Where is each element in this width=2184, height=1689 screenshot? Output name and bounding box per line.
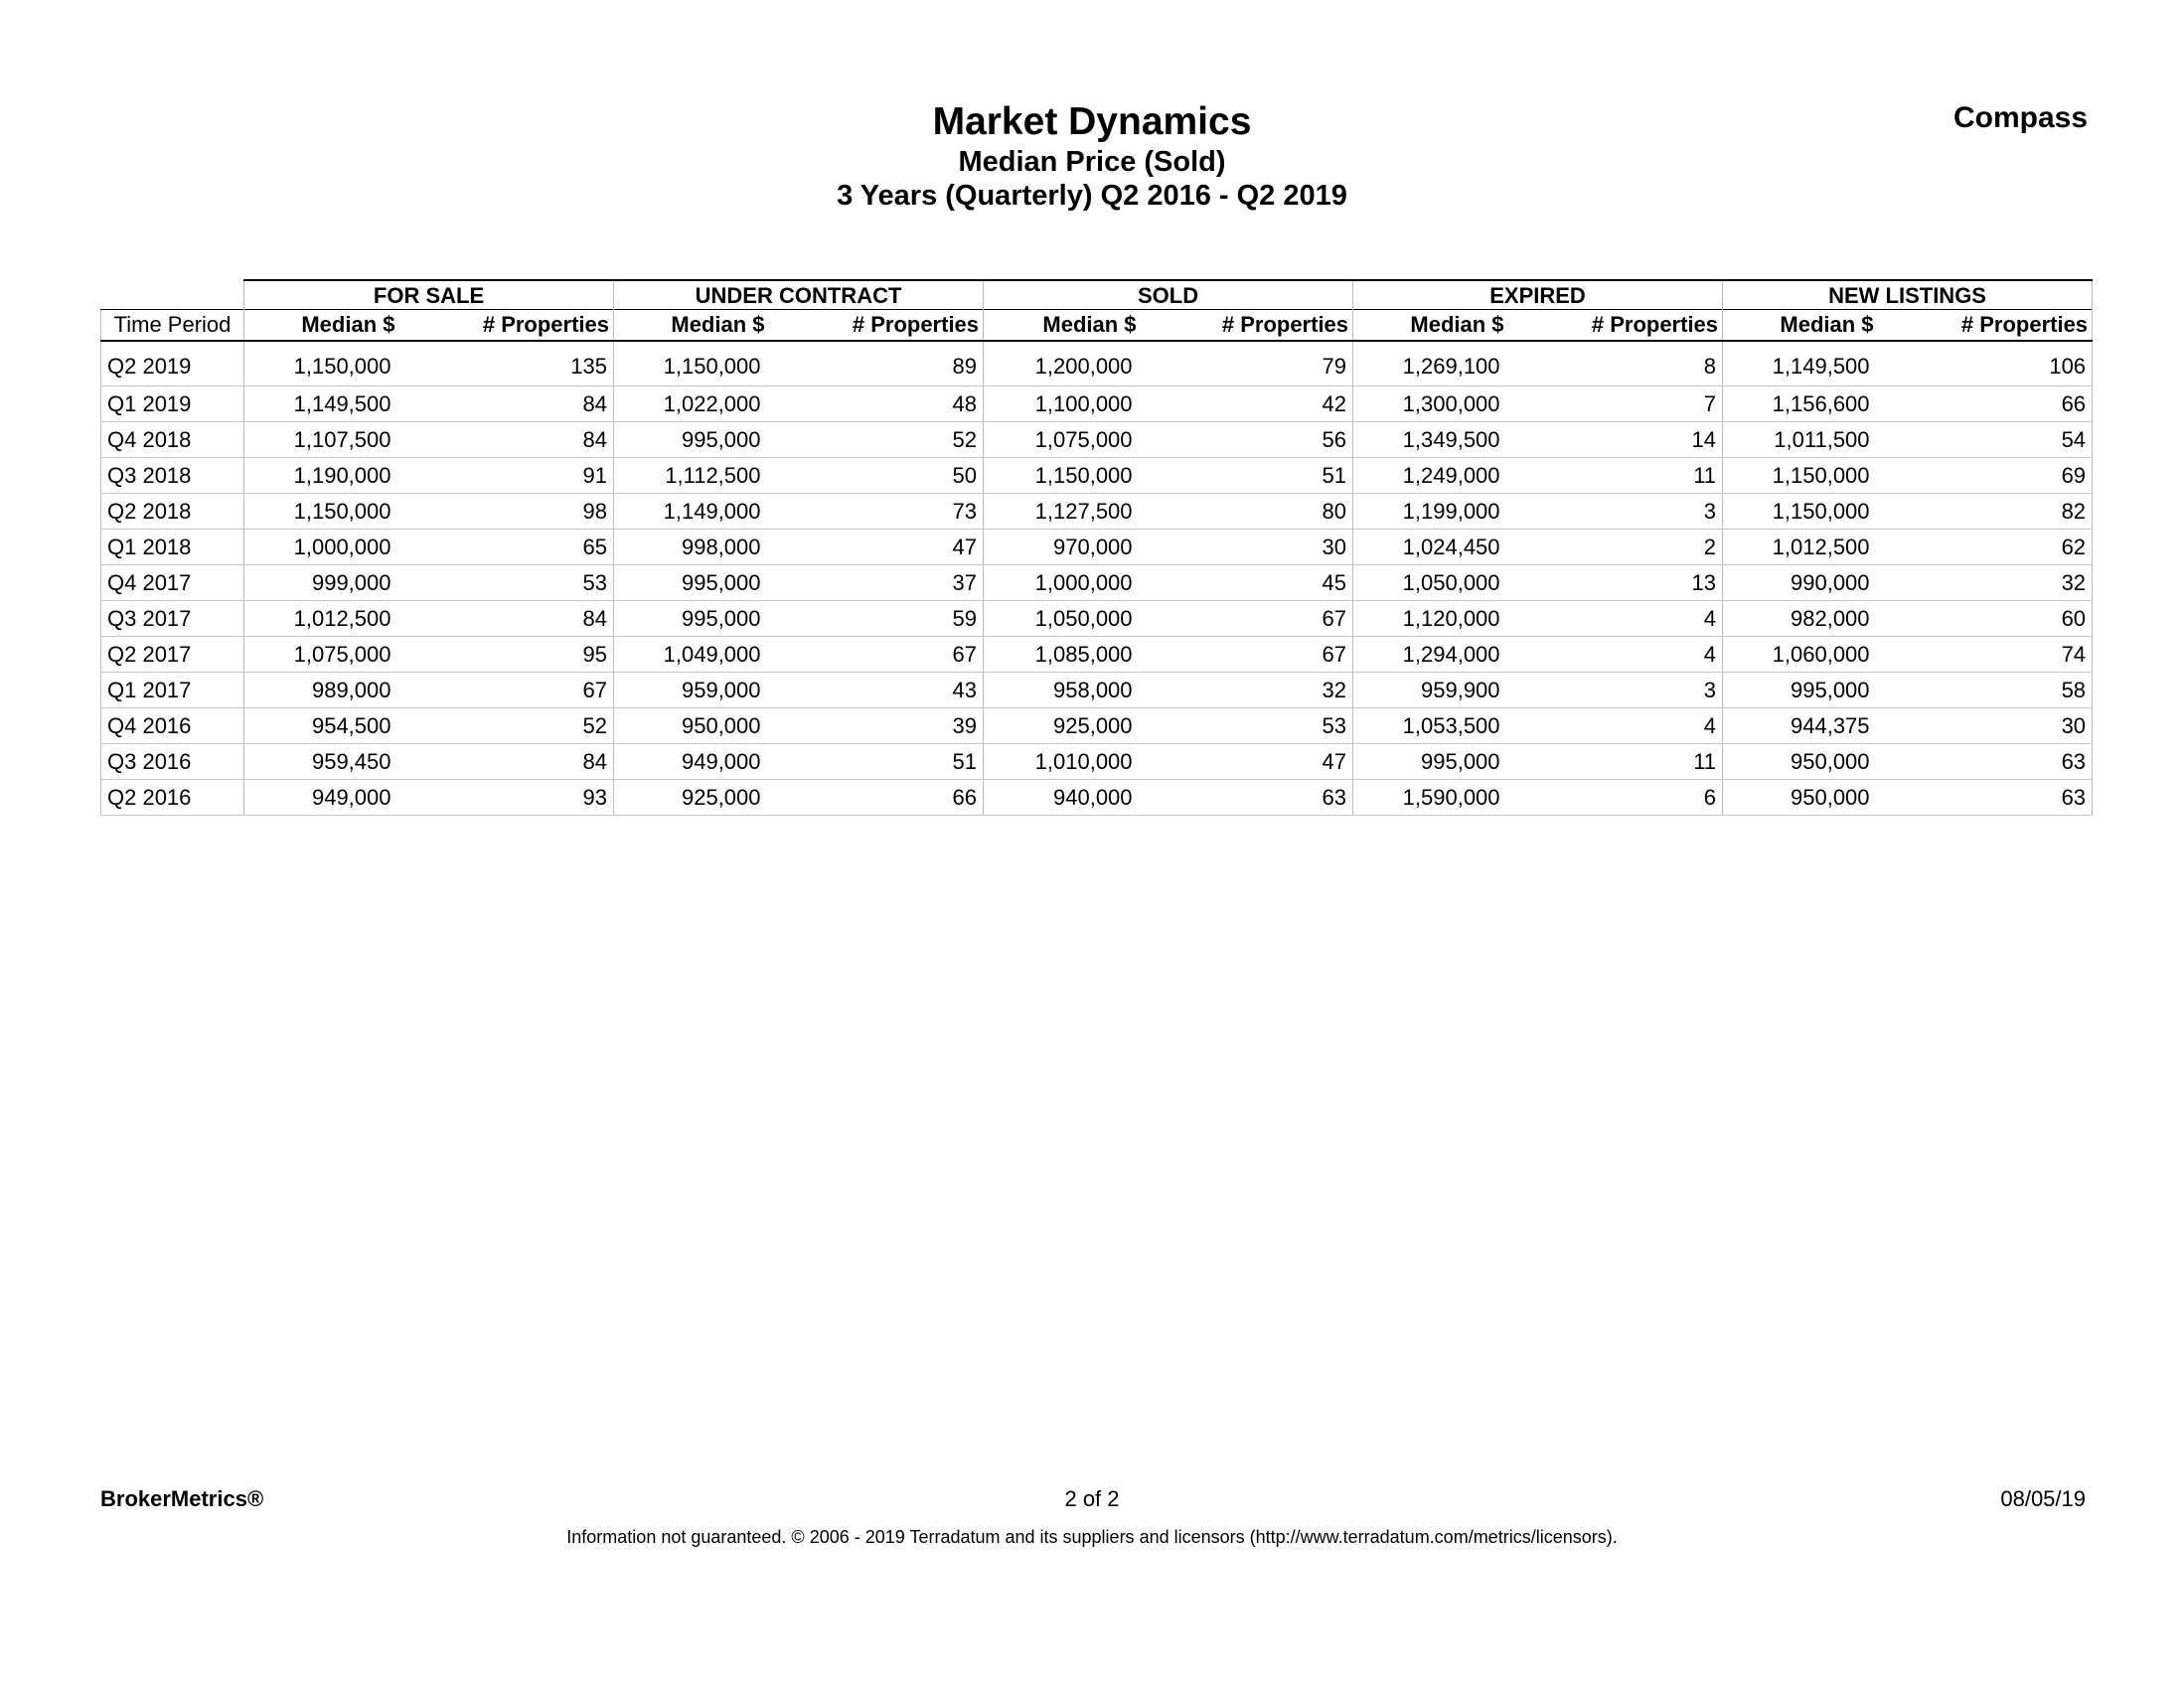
cell-median-price: 1,011,500 <box>1723 422 1922 458</box>
cell-median-price: 1,000,000 <box>984 565 1184 601</box>
cell-median-price: 925,000 <box>614 780 813 816</box>
cell-property-count: 30 <box>1184 530 1353 565</box>
table-row <box>101 637 2093 673</box>
cell-median-price: 940,000 <box>984 780 1184 816</box>
column-header-properties: # Properties <box>443 310 614 342</box>
cell-median-price: 1,024,450 <box>1353 530 1552 565</box>
cell-property-count: 4 <box>1552 708 1723 744</box>
cell-median-price: 949,000 <box>244 780 443 816</box>
cell-median-price: 1,127,500 <box>984 494 1184 530</box>
cell-time-period: Q1 2017 <box>101 673 244 708</box>
cell-median-price: 1,150,000 <box>244 341 443 386</box>
cell-property-count: 63 <box>1922 744 2093 780</box>
cell-median-price: 970,000 <box>984 530 1184 565</box>
cell-time-period: Q2 2016 <box>101 780 244 816</box>
table-row <box>101 565 2093 601</box>
cell-median-price: 944,375 <box>1723 708 1922 744</box>
cell-property-count: 67 <box>1184 637 1353 673</box>
cell-median-price: 1,200,000 <box>984 341 1184 386</box>
cell-median-price: 1,150,000 <box>984 458 1184 494</box>
cell-property-count: 84 <box>443 601 614 637</box>
footer-brokermetrics: BrokerMetrics® <box>100 1486 264 1511</box>
group-header-new-listings: NEW LISTINGS <box>1723 280 2093 310</box>
cell-median-price: 1,150,000 <box>244 494 443 530</box>
cell-property-count: 3 <box>1552 673 1723 708</box>
footer-disclaimer: Information not guaranteed. © 2006 - 2019 Terradatum and its suppliers and licensors (http://www.terradatum.com/metrics/licensors). <box>566 1527 1618 1547</box>
column-header-median: Median $ <box>1723 310 1922 342</box>
column-header-median: Median $ <box>1353 310 1552 342</box>
column-header-properties: # Properties <box>1184 310 1353 342</box>
cell-median-price: 950,000 <box>614 708 813 744</box>
cell-median-price: 1,060,000 <box>1723 637 1922 673</box>
table-body <box>101 341 2093 816</box>
cell-property-count: 52 <box>813 422 984 458</box>
group-header-blank <box>101 280 244 310</box>
cell-property-count: 95 <box>443 637 614 673</box>
cell-property-count: 84 <box>443 744 614 780</box>
table-row <box>101 458 2093 494</box>
cell-property-count: 51 <box>1184 458 1353 494</box>
cell-property-count: 106 <box>1922 341 2093 386</box>
column-header-median: Median $ <box>244 310 443 342</box>
cell-median-price: 1,100,000 <box>984 386 1184 422</box>
cell-median-price: 1,349,500 <box>1353 422 1552 458</box>
table-row <box>101 744 2093 780</box>
column-header-row <box>101 310 2093 342</box>
cell-median-price: 1,150,000 <box>1723 458 1922 494</box>
cell-median-price: 998,000 <box>614 530 813 565</box>
group-header-row <box>101 280 2093 310</box>
cell-median-price: 995,000 <box>614 601 813 637</box>
cell-property-count: 14 <box>1552 422 1723 458</box>
cell-time-period: Q4 2017 <box>101 565 244 601</box>
footer-date: 08/05/19 <box>2000 1486 2086 1511</box>
cell-property-count: 67 <box>813 637 984 673</box>
cell-median-price: 995,000 <box>614 565 813 601</box>
cell-property-count: 53 <box>443 565 614 601</box>
cell-property-count: 47 <box>1184 744 1353 780</box>
cell-median-price: 959,000 <box>614 673 813 708</box>
cell-property-count: 65 <box>443 530 614 565</box>
column-header-median: Median $ <box>984 310 1184 342</box>
cell-property-count: 32 <box>1184 673 1353 708</box>
cell-median-price: 1,085,000 <box>984 637 1184 673</box>
cell-property-count: 82 <box>1922 494 2093 530</box>
cell-median-price: 1,249,000 <box>1353 458 1552 494</box>
cell-median-price: 1,300,000 <box>1353 386 1552 422</box>
cell-median-price: 1,053,500 <box>1353 708 1552 744</box>
column-header-time-period: Time Period <box>101 310 244 342</box>
cell-property-count: 42 <box>1184 386 1353 422</box>
brand-name: Compass <box>1952 101 2088 134</box>
cell-property-count: 62 <box>1922 530 2093 565</box>
cell-median-price: 1,156,600 <box>1723 386 1922 422</box>
cell-property-count: 66 <box>1922 386 2093 422</box>
cell-median-price: 1,190,000 <box>244 458 443 494</box>
cell-median-price: 1,149,000 <box>614 494 813 530</box>
cell-median-price: 949,000 <box>614 744 813 780</box>
cell-median-price: 1,107,500 <box>244 422 443 458</box>
cell-property-count: 91 <box>443 458 614 494</box>
table-row <box>101 601 2093 637</box>
cell-median-price: 950,000 <box>1723 744 1922 780</box>
cell-property-count: 69 <box>1922 458 2093 494</box>
cell-median-price: 1,149,500 <box>244 386 443 422</box>
cell-property-count: 3 <box>1552 494 1723 530</box>
group-header-sold: SOLD <box>984 280 1353 310</box>
cell-median-price: 959,900 <box>1353 673 1552 708</box>
cell-median-price: 950,000 <box>1723 780 1922 816</box>
cell-time-period: Q4 2016 <box>101 708 244 744</box>
cell-property-count: 60 <box>1922 601 2093 637</box>
cell-property-count: 53 <box>1184 708 1353 744</box>
cell-median-price: 1,022,000 <box>614 386 813 422</box>
cell-property-count: 4 <box>1552 601 1723 637</box>
cell-property-count: 67 <box>443 673 614 708</box>
cell-median-price: 990,000 <box>1723 565 1922 601</box>
cell-median-price: 1,012,500 <box>244 601 443 637</box>
cell-median-price: 995,000 <box>1723 673 1922 708</box>
cell-property-count: 80 <box>1184 494 1353 530</box>
cell-property-count: 48 <box>813 386 984 422</box>
cell-property-count: 32 <box>1922 565 2093 601</box>
cell-time-period: Q2 2017 <box>101 637 244 673</box>
cell-property-count: 2 <box>1552 530 1723 565</box>
table-row <box>101 708 2093 744</box>
cell-property-count: 84 <box>443 422 614 458</box>
column-header-median: Median $ <box>614 310 813 342</box>
table-row <box>101 341 2093 386</box>
cell-time-period: Q2 2018 <box>101 494 244 530</box>
cell-property-count: 98 <box>443 494 614 530</box>
cell-property-count: 6 <box>1552 780 1723 816</box>
column-header-properties: # Properties <box>1922 310 2093 342</box>
cell-median-price: 1,150,000 <box>1723 494 1922 530</box>
cell-property-count: 74 <box>1922 637 2093 673</box>
cell-median-price: 1,112,500 <box>614 458 813 494</box>
cell-median-price: 1,269,100 <box>1353 341 1552 386</box>
cell-property-count: 79 <box>1184 341 1353 386</box>
cell-property-count: 58 <box>1922 673 2093 708</box>
cell-property-count: 7 <box>1552 386 1723 422</box>
cell-median-price: 958,000 <box>984 673 1184 708</box>
cell-time-period: Q1 2018 <box>101 530 244 565</box>
column-header-properties: # Properties <box>813 310 984 342</box>
report-title: Market Dynamics <box>932 100 1252 143</box>
cell-property-count: 37 <box>813 565 984 601</box>
cell-property-count: 11 <box>1552 744 1723 780</box>
table-row <box>101 494 2093 530</box>
footer-page-number: 2 of 2 <box>1064 1486 1120 1511</box>
cell-median-price: 1,049,000 <box>614 637 813 673</box>
table-row <box>101 530 2093 565</box>
cell-property-count: 67 <box>1184 601 1353 637</box>
cell-property-count: 39 <box>813 708 984 744</box>
cell-median-price: 1,012,500 <box>1723 530 1922 565</box>
report-period: 3 Years (Quarterly) Q2 2016 - Q2 2019 <box>837 180 1347 212</box>
cell-property-count: 30 <box>1922 708 2093 744</box>
group-header-for-sale: FOR SALE <box>244 280 614 310</box>
cell-property-count: 73 <box>813 494 984 530</box>
cell-median-price: 1,000,000 <box>244 530 443 565</box>
group-header-under-contract: UNDER CONTRACT <box>614 280 984 310</box>
cell-median-price: 1,199,000 <box>1353 494 1552 530</box>
table-row <box>101 422 2093 458</box>
cell-property-count: 45 <box>1184 565 1353 601</box>
cell-median-price: 995,000 <box>1353 744 1552 780</box>
cell-median-price: 1,294,000 <box>1353 637 1552 673</box>
cell-property-count: 56 <box>1184 422 1353 458</box>
market-dynamics-table <box>100 279 2093 816</box>
cell-property-count: 59 <box>813 601 984 637</box>
cell-property-count: 43 <box>813 673 984 708</box>
table-row <box>101 673 2093 708</box>
cell-median-price: 1,050,000 <box>984 601 1184 637</box>
cell-median-price: 1,149,500 <box>1723 341 1922 386</box>
cell-property-count: 8 <box>1552 341 1723 386</box>
table-row <box>101 386 2093 422</box>
cell-property-count: 63 <box>1184 780 1353 816</box>
cell-median-price: 925,000 <box>984 708 1184 744</box>
cell-property-count: 47 <box>813 530 984 565</box>
cell-property-count: 63 <box>1922 780 2093 816</box>
cell-time-period: Q3 2016 <box>101 744 244 780</box>
cell-median-price: 1,150,000 <box>614 341 813 386</box>
cell-property-count: 93 <box>443 780 614 816</box>
cell-time-period: Q2 2019 <box>101 341 244 386</box>
cell-median-price: 995,000 <box>614 422 813 458</box>
cell-median-price: 1,590,000 <box>1353 780 1552 816</box>
cell-time-period: Q3 2018 <box>101 458 244 494</box>
cell-median-price: 954,500 <box>244 708 443 744</box>
cell-property-count: 11 <box>1552 458 1723 494</box>
report-subtitle: Median Price (Sold) <box>958 146 1226 178</box>
cell-median-price: 999,000 <box>244 565 443 601</box>
cell-property-count: 4 <box>1552 637 1723 673</box>
cell-property-count: 54 <box>1922 422 2093 458</box>
cell-median-price: 982,000 <box>1723 601 1922 637</box>
cell-property-count: 51 <box>813 744 984 780</box>
cell-median-price: 1,075,000 <box>244 637 443 673</box>
cell-property-count: 84 <box>443 386 614 422</box>
cell-property-count: 50 <box>813 458 984 494</box>
cell-time-period: Q4 2018 <box>101 422 244 458</box>
cell-median-price: 959,450 <box>244 744 443 780</box>
cell-property-count: 89 <box>813 341 984 386</box>
cell-time-period: Q3 2017 <box>101 601 244 637</box>
cell-median-price: 1,010,000 <box>984 744 1184 780</box>
cell-property-count: 13 <box>1552 565 1723 601</box>
cell-median-price: 1,075,000 <box>984 422 1184 458</box>
cell-property-count: 66 <box>813 780 984 816</box>
cell-median-price: 1,050,000 <box>1353 565 1552 601</box>
column-header-properties: # Properties <box>1552 310 1723 342</box>
cell-median-price: 989,000 <box>244 673 443 708</box>
cell-time-period: Q1 2019 <box>101 386 244 422</box>
cell-median-price: 1,120,000 <box>1353 601 1552 637</box>
table-row <box>101 780 2093 816</box>
report-header <box>0 99 2184 213</box>
group-header-expired: EXPIRED <box>1353 280 1723 310</box>
cell-property-count: 135 <box>443 341 614 386</box>
cell-property-count: 52 <box>443 708 614 744</box>
